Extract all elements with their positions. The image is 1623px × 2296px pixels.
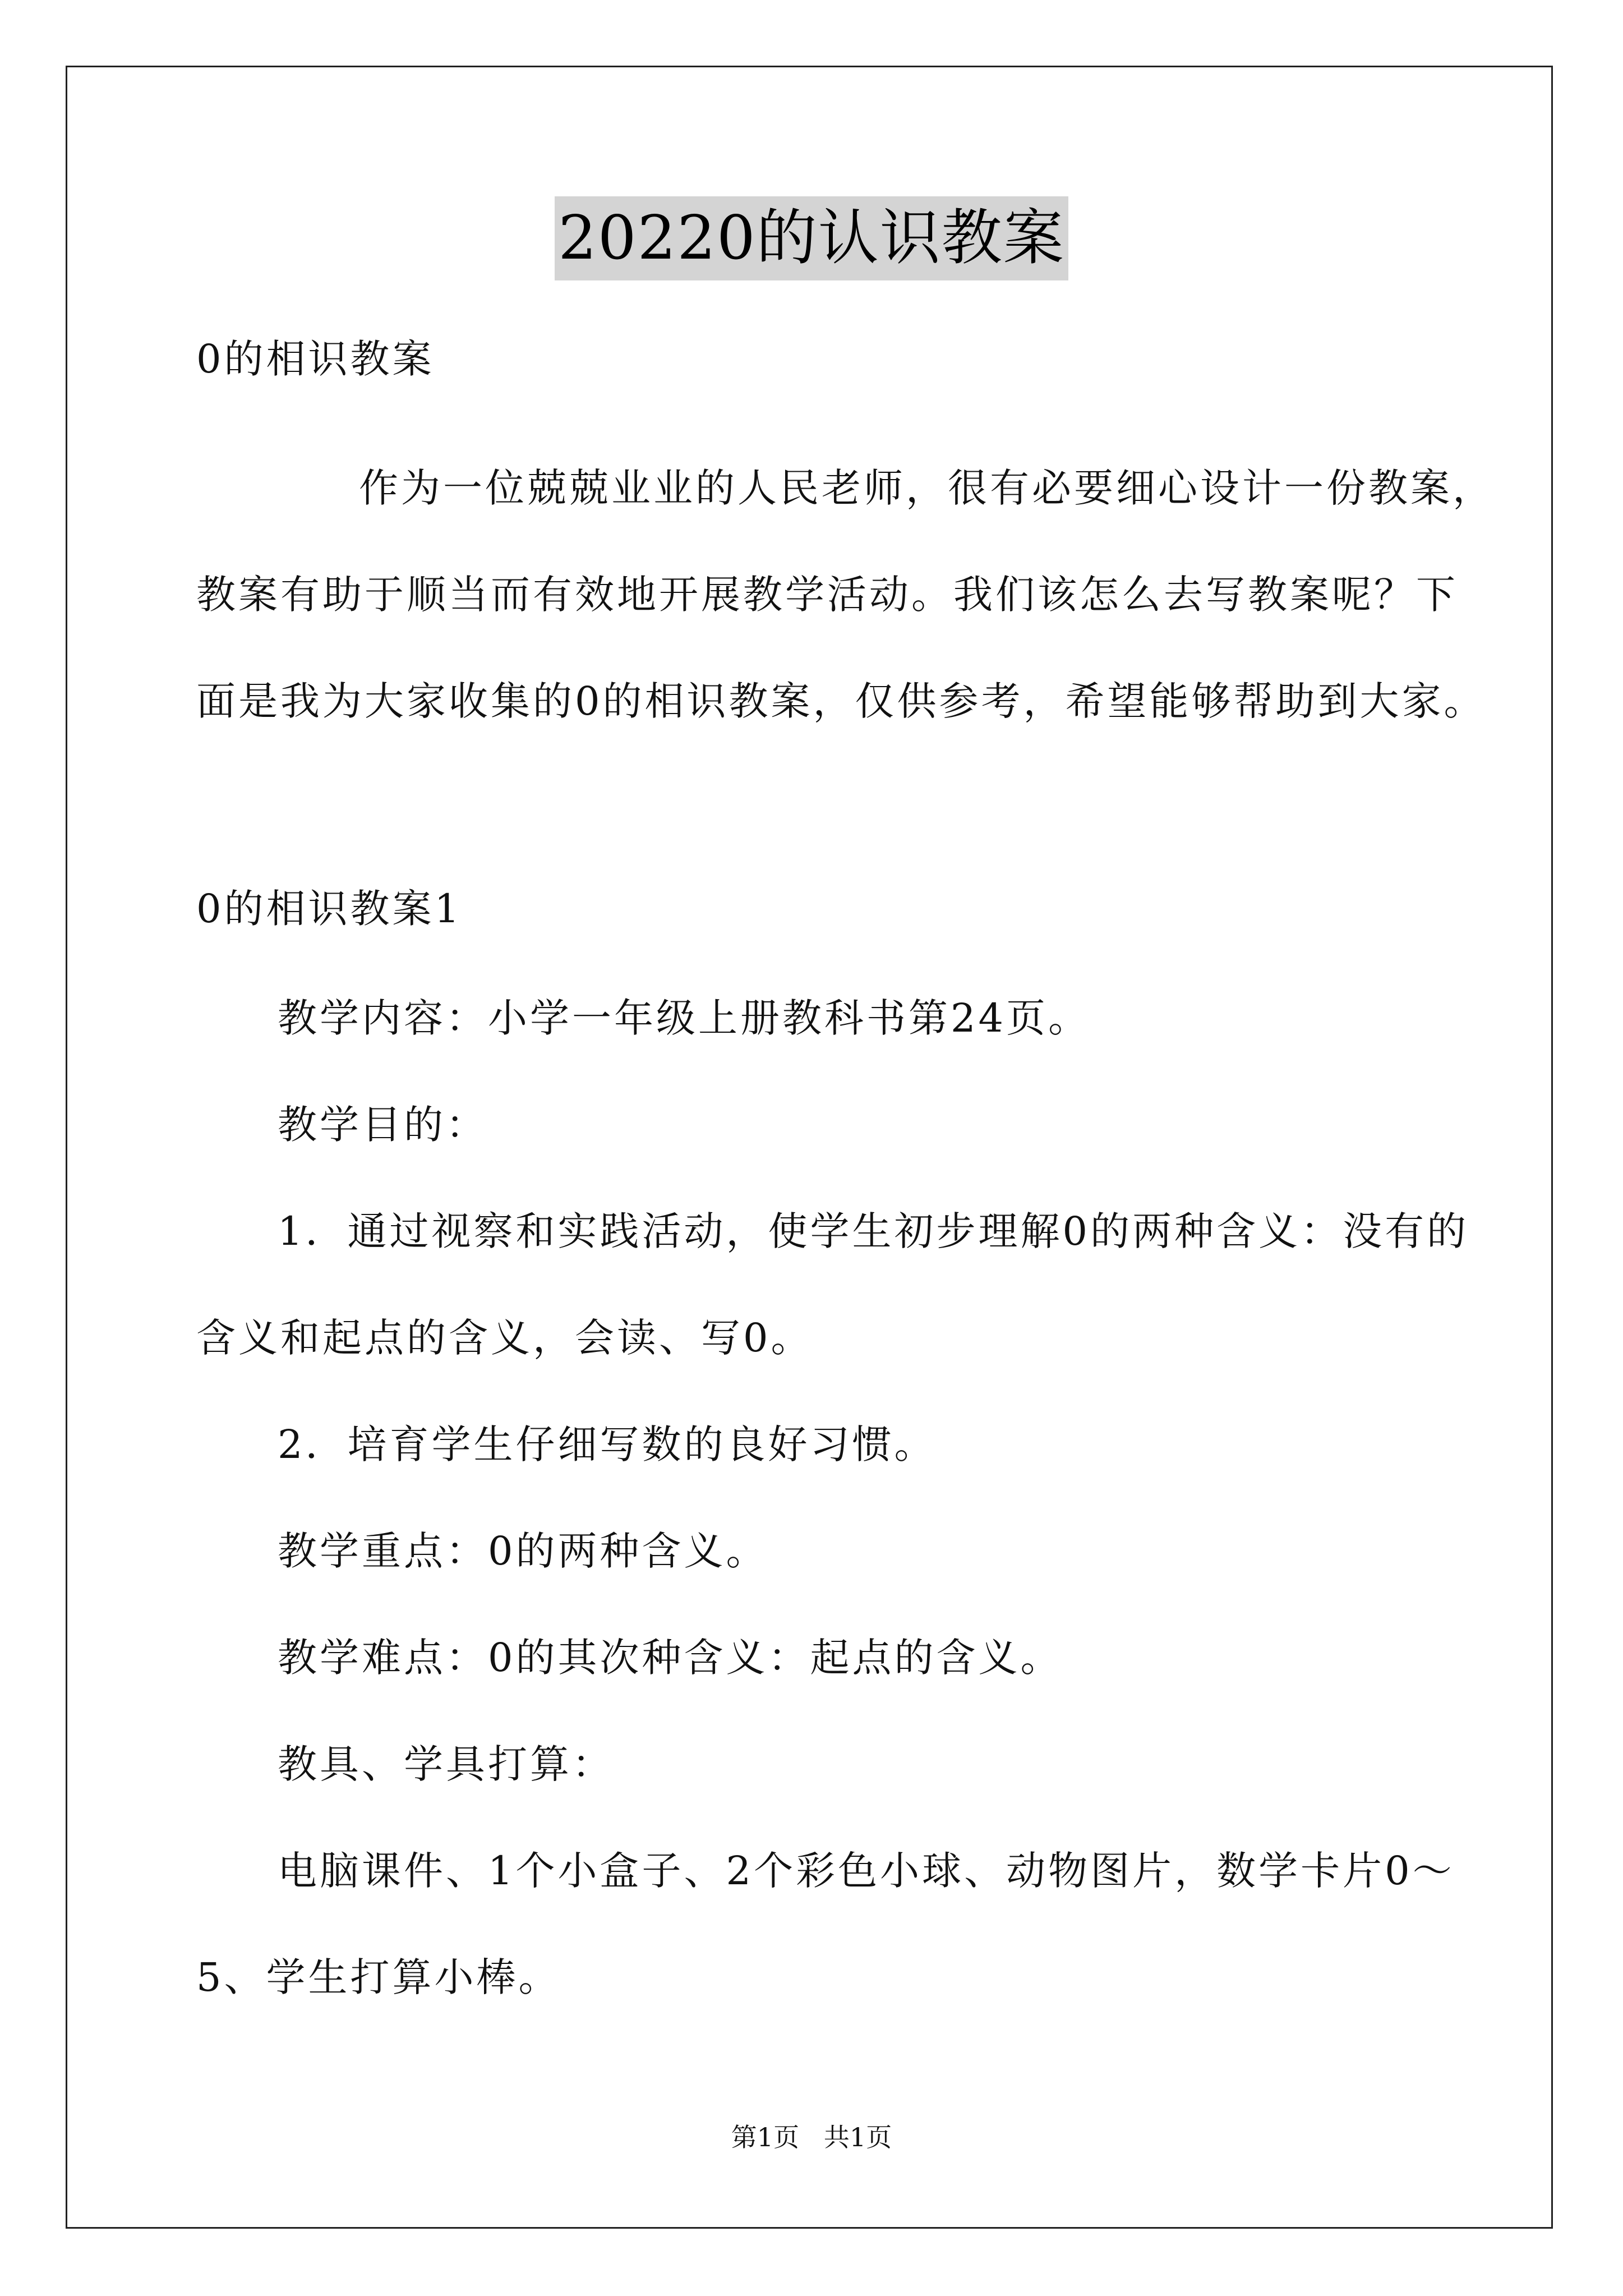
body-line-1: 教学内容：小学一年级上册教科书第24页。 [278,995,1091,1041]
body-line-9: 电脑课件、1个小盒子、2个彩色小球、动物图片，数学卡片0～ [278,1848,1455,1894]
intro-line-2: 教案有助于顺当而有效地开展教学活动。我们该怎么去写教案呢？下 [196,572,1458,618]
body-line-6: 教学重点：0的两种含义。 [278,1528,768,1574]
section-title: 0的相识教案1 [196,886,463,932]
body-line-8: 教具、学具打算： [278,1741,614,1787]
page-footer: 第1页 共1页 [731,2122,892,2152]
body-line-7: 教学难点：0的其次种含义：起点的含义。 [278,1635,1063,1681]
intro-line-1: 作为一位兢兢业业的人民老师，很有必要细心设计一份教案， [359,465,1495,511]
body-line-5: 2．培育学生仔细写数的良好习惯。 [278,1421,937,1467]
body-line-10: 5、学生打算小棒。 [196,1954,561,2000]
document-heading: 0的相识教案 [196,336,435,382]
document-title: 20220的认识教案 [555,196,1068,280]
intro-line-3: 面是我为大家收集的0的相识教案，仅供参考，希望能够帮助到大家。 [196,678,1486,724]
body-line-3: 1．通过视察和实践活动，使学生初步理解0的两种含义：没有的 [278,1208,1469,1254]
body-line-4: 含义和起点的含义，会读、写0。 [196,1315,813,1361]
title-container [0,196,1623,280]
body-line-2: 教学目的： [278,1102,488,1148]
